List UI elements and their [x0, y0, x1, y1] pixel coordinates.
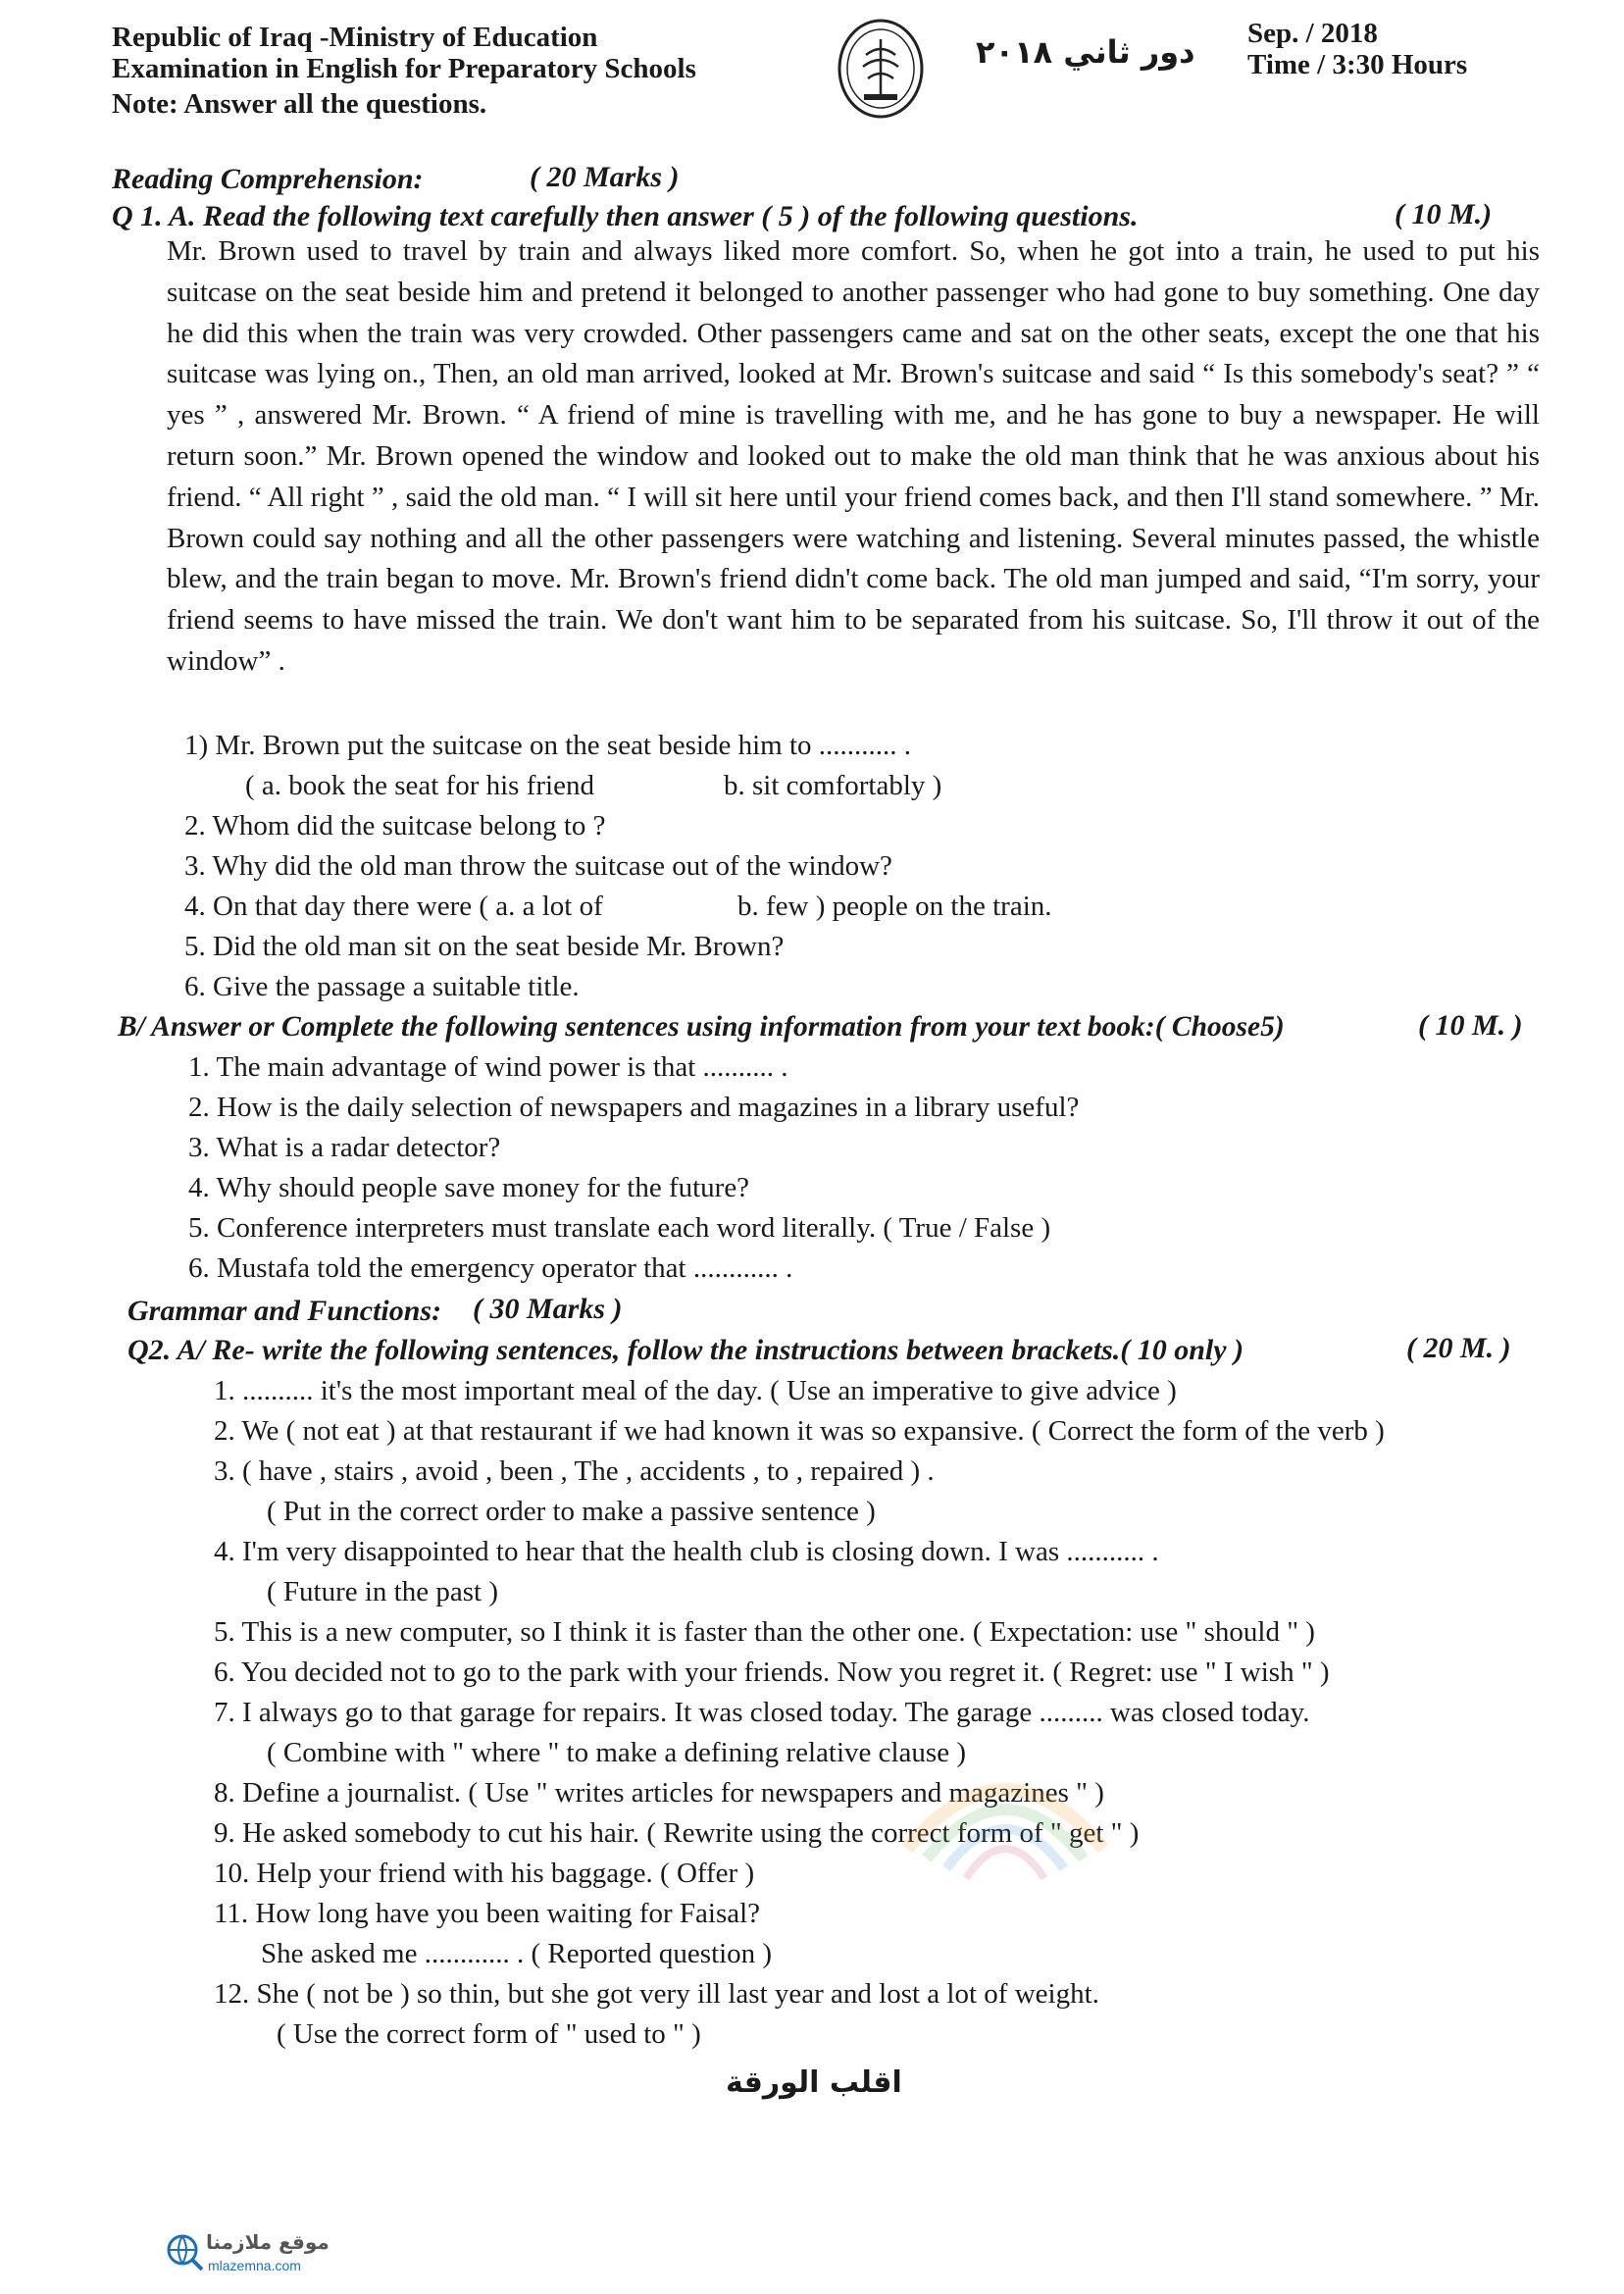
site-name-arabic: موقع ملازمنا	[206, 2230, 330, 2254]
header-note: Note: Answer all the questions.	[112, 88, 487, 120]
section-marks-reading: ( 20 Marks )	[530, 161, 680, 193]
q2a-item-5: 5. This is a new computer, so I think it is faster than the other one. ( Expectation: use " should " )	[214, 1616, 1315, 1648]
globe-icon	[165, 2232, 204, 2271]
header-ministry: Republic of Iraq -Ministry of Education	[112, 22, 598, 53]
q2a-item-6: 6. You decided not to go to the park with your friends. Now you regret it. ( Regret: use " I wish " )	[214, 1657, 1330, 1688]
section-marks-grammar: ( 30 Marks )	[473, 1293, 623, 1325]
header-exam-title: Examination in English for Preparatory Schools	[112, 53, 696, 84]
q1a-question-6: 6. Give the passage a suitable title.	[184, 971, 580, 1002]
section-title-grammar: Grammar and Functions:	[127, 1295, 442, 1327]
q1a-title: Q 1. A. Read the following text carefully then answer ( 5 ) of the following questions.	[112, 200, 1139, 232]
q1a-question-1-option-b: b. sit comfortably )	[724, 770, 942, 801]
q2a-item-12: 12. She ( not be ) so thin, but she got very ill last year and lost a lot of weight.	[214, 1978, 1099, 2010]
q2a-item-7-instruction: ( Combine with " where " to make a defining relative clause )	[267, 1737, 966, 1768]
reading-passage: Mr. Brown used to travel by train and always liked more comfort. So, when he got into a train, he used to put his suitcase on the seat beside him and pretend it belonged to another passenger who had gone to buy something. One day he did this when the train was very crowded. Other passengers came and sat on the other seats, except the one that his suitcase was lying on., Then, an old man arrived, looked at Mr. Brown's suitcase and said “ Is this somebody's seat? ” “ yes ” , answered Mr. Brown. “ A friend of mine is travelling with me, and he has gone to buy a newspaper. He will return soon.” Mr. Brown opened the window and looked out to make the old man think that he was anxious about his friend. “ All right ” , said the old man. “ I will sit here until your friend comes back, and then I'll stand somewhere. ” Mr. Brown could say nothing and all the other passengers were watching and listening. Several minutes passed, the whistle blew, and the train began to move. Mr. Brown's friend didn't come back. The old man jumped and said, “I'm sorry, your friend seems to have missed the train. We don't want him to be separated from his suitcase. So, I'll throw it out of the window” .	[167, 235, 1540, 677]
q1a-question-5: 5. Did the old man sit on the seat beside Mr. Brown?	[184, 931, 785, 962]
q2a-item-3: 3. ( have , stairs , avoid , been , The , accidents , to , repaired ) .	[214, 1455, 935, 1487]
q1a-marks: ( 10 M.)	[1395, 198, 1493, 230]
section-title-reading: Reading Comprehension:	[112, 163, 424, 195]
q1a-question-4-option-b: b. few ) people on the train.	[737, 891, 1052, 922]
q1b-marks: ( 10 M. )	[1418, 1009, 1523, 1042]
q2a-item-11: 11. How long have you been waiting for Faisal?	[214, 1898, 761, 1929]
q1a-question-4: 4. On that day there were ( a. a lot of	[184, 891, 603, 922]
header-date: Sep. / 2018	[1247, 18, 1378, 49]
q2a-item-4-instruction: ( Future in the past )	[267, 1576, 498, 1607]
q2a-item-4: 4. I'm very disappointed to hear that the health club is closing down. I was ........... .	[214, 1536, 1159, 1567]
q1a-question-1-option-a: ( a. book the seat for his friend	[245, 770, 594, 801]
q2a-item-1: 1. .......... it's the most important meal of the day. ( Use an imperative to give advice )	[214, 1375, 1177, 1406]
site-logo	[165, 2226, 330, 2285]
q2a-item-2: 2. We ( not eat ) at that restaurant if we had known it was so expansive. ( Correct the form of the verb )	[214, 1415, 1385, 1447]
q1b-item-2: 2. How is the daily selection of newspapers and magazines in a library useful?	[188, 1092, 1080, 1123]
q1a-question-2: 2. Whom did the suitcase belong to ?	[184, 810, 606, 841]
q2a-item-9: 9. He asked somebody to cut his hair. ( Rewrite using the correct form of " get " )	[214, 1817, 1140, 1849]
site-url: mlazemna.com	[208, 2258, 301, 2273]
q1a-question-3: 3. Why did the old man throw the suitcase out of the window?	[184, 850, 892, 882]
q1b-item-6: 6. Mustafa told the emergency operator that ............ .	[188, 1252, 793, 1284]
header-time: Time / 3:30 Hours	[1247, 49, 1468, 80]
ministry-seal-logo	[837, 18, 925, 120]
q2a-item-10: 10. Help your friend with his baggage. ( Offer )	[214, 1858, 755, 1889]
watermark-logo	[888, 1711, 1123, 1908]
q2a-title: Q2. A/ Re- write the following sentences, follow the instructions between brackets.( 10 only )	[127, 1334, 1244, 1366]
turn-page-note: اقلب الورقة	[726, 2065, 902, 2100]
header-arabic-session: دور ثاني ٢٠١٨	[976, 33, 1195, 71]
q1a-question-1: 1) Mr. Brown put the suitcase on the seat beside him to ........... .	[184, 730, 912, 761]
q2a-item-8: 8. Define a journalist. ( Use " writes articles for newspapers and magazines " )	[214, 1777, 1104, 1809]
q2a-item-12-instruction: ( Use the correct form of " used to " )	[277, 2018, 701, 2050]
q1b-item-5: 5. Conference interpreters must translate each word literally. ( True / False )	[188, 1212, 1051, 1244]
q1b-item-3: 3. What is a radar detector?	[188, 1132, 501, 1163]
q2a-marks: ( 20 M. )	[1406, 1332, 1511, 1364]
q2a-item-7: 7. I always go to that garage for repairs. It was closed today. The garage ......... was closed today.	[214, 1697, 1310, 1728]
q1b-title: B/ Answer or Complete the following sentences using information from your text book:( Choose5)	[118, 1011, 1285, 1043]
q1b-item-4: 4. Why should people save money for the future?	[188, 1172, 750, 1203]
q1b-item-1: 1. The main advantage of wind power is that .......... .	[188, 1051, 788, 1083]
q2a-item-11-instruction: She asked me ............ . ( Reported question )	[261, 1938, 773, 1969]
q2a-item-3-instruction: ( Put in the correct order to make a passive sentence )	[267, 1496, 876, 1527]
